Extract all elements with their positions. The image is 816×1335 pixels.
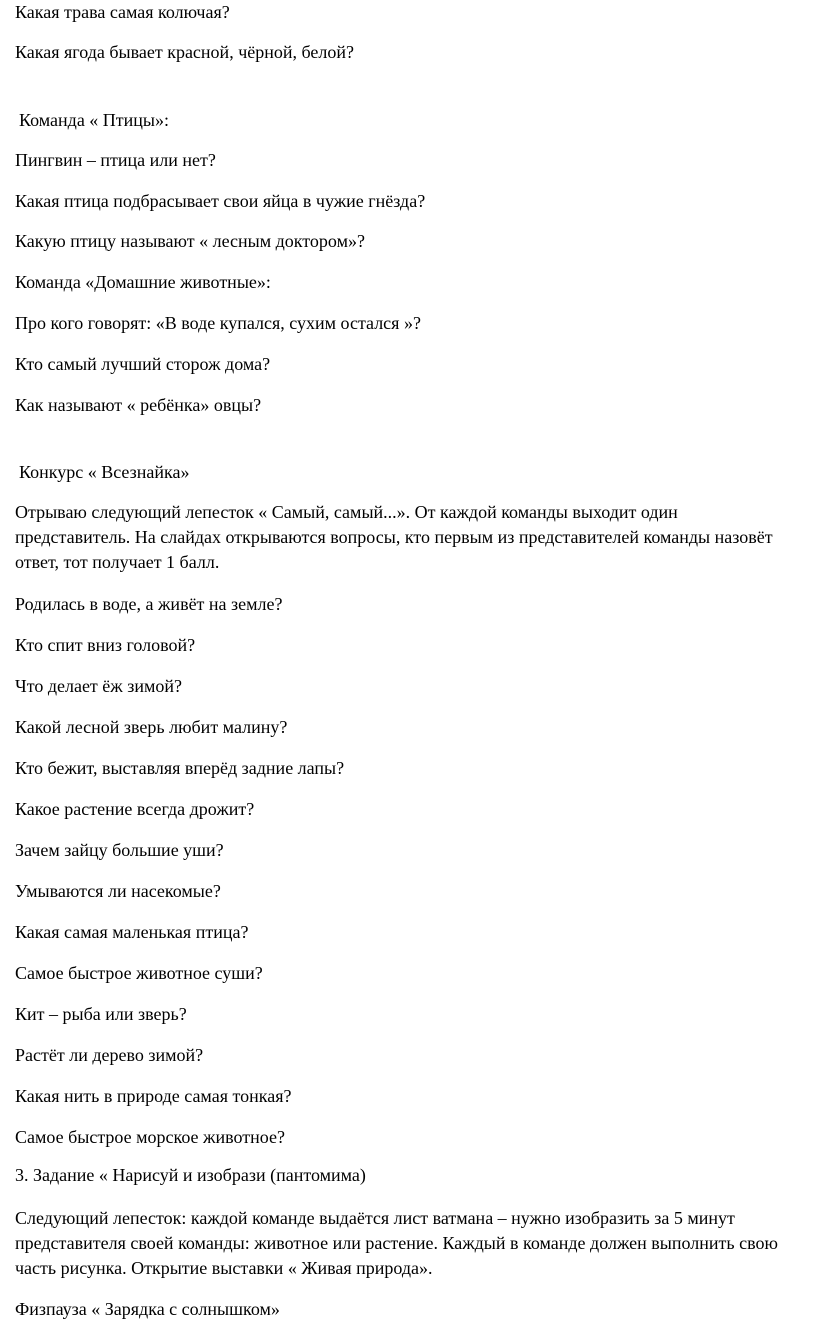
question-line: Самое быстрое животное суши? xyxy=(15,963,263,983)
question-line: Какой лесной зверь любит малину? xyxy=(15,717,288,737)
question-line: Зачем зайцу большие уши? xyxy=(15,840,224,860)
section-heading: Конкурс « Всезнайка» xyxy=(19,462,190,482)
question-line: Умываются ли насекомые? xyxy=(15,881,221,901)
question-line: Какая самая маленькая птица? xyxy=(15,922,249,942)
question-line: Какая нить в природе самая тонкая? xyxy=(15,1086,292,1106)
question-line: Растёт ли дерево зимой? xyxy=(15,1045,204,1065)
question-line: Про кого говорят: «В воде купался, сухим остался »? xyxy=(15,313,421,333)
question-line: Какая трава самая колючая? xyxy=(15,2,230,22)
section-heading: 3. Задание « Нарисуй и изобрази (пантомима) xyxy=(15,1165,366,1185)
question-line: Кто бежит, выставляя вперёд задние лапы? xyxy=(15,758,345,778)
section-heading: Команда « Птицы»: xyxy=(19,110,170,130)
question-line: Кто спит вниз головой? xyxy=(15,635,196,655)
question-line: Какое растение всегда дрожит? xyxy=(15,799,255,819)
question-line: Какую птицу называют « лесным доктором»? xyxy=(15,231,365,251)
question-line: Пингвин – птица или нет? xyxy=(15,150,216,170)
question-line: Как называют « ребёнка» овцы? xyxy=(15,395,262,415)
paragraph: Отрываю следующий лепесток « Самый, самый...». От каждой команды выходит один представитель. На слайдах открываются вопросы, кто первым из представителей команды назовёт ответ, тот получает 1 балл. xyxy=(15,502,773,572)
question-line: Какая птица подбрасывает свои яйца в чужие гнёзда? xyxy=(15,191,426,211)
question-line: Кто самый лучший сторож дома? xyxy=(15,354,271,374)
section-heading: Физпауза « Зарядка с солнышком» xyxy=(15,1299,280,1319)
paragraph: Следующий лепесток: каждой команде выдаётся лист ватмана – нужно изобразить за 5 минут представителя своей команды: животное или растение. Каждый в команде должен выполнить свою часть рисунка. Открытие выставки « Живая природа». xyxy=(15,1208,778,1278)
section-heading: Команда «Домашние животные»: xyxy=(15,272,271,292)
question-line: Что делает ёж зимой? xyxy=(15,676,182,696)
question-line: Кит – рыба или зверь? xyxy=(15,1004,187,1024)
question-line: Какая ягода бывает красной, чёрной, белой? xyxy=(15,42,355,62)
question-line: Родилась в воде, а живёт на земле? xyxy=(15,594,283,614)
question-line: Самое быстрое морское животное? xyxy=(15,1127,285,1147)
